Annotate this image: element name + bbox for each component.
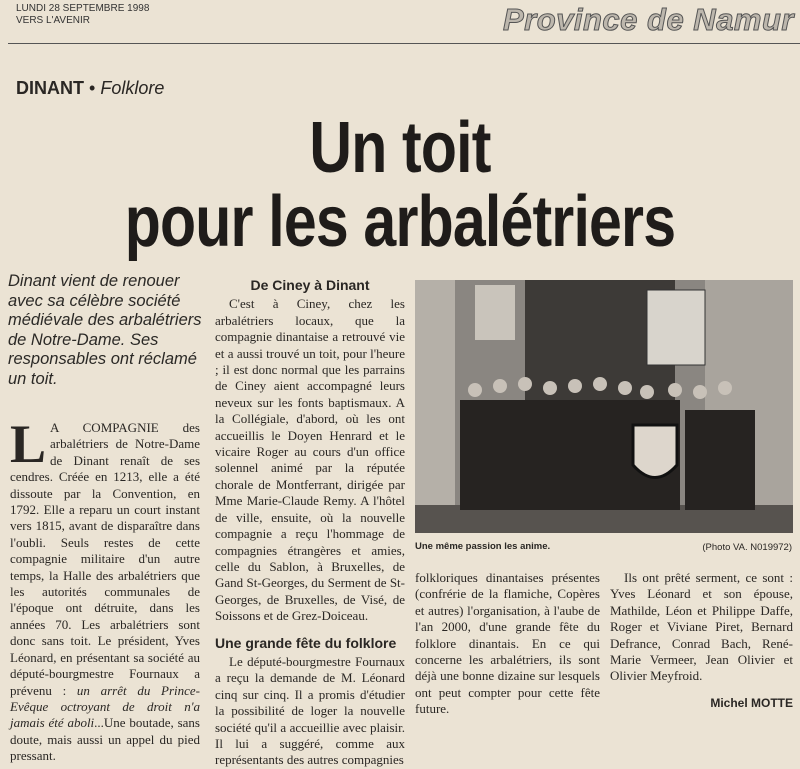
body-column-3 — [415, 570, 600, 718]
kicker-topic: Folklore — [100, 78, 165, 98]
photo-caption: Une même passion les anime. — [415, 541, 551, 552]
headline-line1: Un toit — [309, 108, 491, 188]
subheading-fete: Une grande fête du folklore — [215, 634, 397, 651]
paragraph-4: Ils ont prêté serment, ce sont : Yves Léonard et son épouse, Mathilde, Léon et Philippe Daffe, Roger et Viviane Piret, Bernard Defrance, Conrad Bach, René-Marie Vermeer, Jean Olivier et Olivier Meyfroid. — [610, 570, 793, 684]
body-column-4 — [610, 570, 793, 711]
author-byline: Michel MOTTE — [710, 695, 793, 710]
photo-image — [415, 280, 793, 533]
paragraph-3-continued: folkloriques dinantaises présentes (confrérie de la flamiche, Copères et autres) l'organisation, à l'aube de l'an 2000, d'une grande fête du folklore dinantais. En ce qui concerne les arbalétriers, ils sont déjà une bonne dizaine sur lesquels ont peut compter pour cette fête future. — [415, 570, 600, 717]
kicker-place: DINANT — [16, 78, 84, 98]
paragraph-1-quote: un arrêt du Prince-Evêque octroyant de droit n'a jamais été aboli — [10, 682, 201, 731]
paragraph-3: Le député-bourgmestre Fournaux a reçu la demande de M. Léonard cinq sur cinq. Il a promis d'étudier la possibilité de loger la nouvelle société qu'il a accueillie avec plaisir. Il lui a suggéré, comme aux représentants des autres compagnies — [215, 653, 405, 768]
kicker — [16, 78, 164, 99]
header-date: LUNDI 28 SEPTEMBRE 1998 — [16, 3, 150, 14]
header-rule — [8, 43, 800, 44]
photo-credit: (Photo VA. N019972) — [702, 542, 792, 553]
headline-line2: pour les arbalétriers — [124, 182, 676, 262]
drop-cap: L — [10, 414, 47, 474]
section-title: Province de Namur — [502, 2, 794, 37]
paragraph-2: C'est à Ciney, chez les arbalétriers locaux, que la compagnie dinantaise a retrouvé vie et a aussi trouvé un toit, pour l'heure ; il est donc normal que les parrains de Ciney aient accompagné leurs neveux sur les fonts baptismaux. A la Collégiale, d'abord, où les ont accueillis le Doyen Henrard et le vicaire Roger au cours d'un office solennel animé par la réputée chorale de Montferrant, dirigée par Mme Marie-Claude Remy. A l'hôtel de ville, ensuite, où la nouvelle compagnie a reçu l'hommage de compagnies étrangères et amies, celle du Sablon, à Bruxelles, de Gand St-Georges, du Serment de St-Georges, de Bruxelles, de Visé, de Soissons et de Grez-Doiceau. — [215, 296, 405, 624]
paragraph-1-end: ...Une boutade, sans doute, mais aussi un appel du pied pressant. — [10, 715, 200, 764]
body-column-1 — [10, 414, 201, 765]
intro-text: Dinant vient de renouer avec sa célèbre société médiévale des arbalétriers de Notre-Dame. Ses responsables ont réclamé un toit. — [8, 272, 202, 388]
header-paper: VERS L'AVENIR — [16, 15, 90, 26]
paragraph-1: A COMPAGNIE des arbalétriers de Notre-Dame de Dinant renaît de ses cendres. Créée en 1213, elle a été dissoute par la Convention, en 1792. Elle a reparu un court instant vers 1815, avant de disparaître dans l'oubli. Seuls restes de cette compagnie militaire d'un autre temps, la Halle des arbalétriers que les autorités communales de l'époque ont détruite, dans les années 70. Les arbalétriers sont donc sans toit. Le président, Yves Léonard, en présentant sa société au député-bourgmestre Fournaux a prévenu : — [10, 420, 200, 698]
kicker-bullet: • — [89, 78, 96, 98]
body-column-2 — [215, 277, 405, 769]
group-photo — [415, 280, 793, 533]
subheading-ciney: De Ciney à Dinant — [250, 277, 370, 293]
